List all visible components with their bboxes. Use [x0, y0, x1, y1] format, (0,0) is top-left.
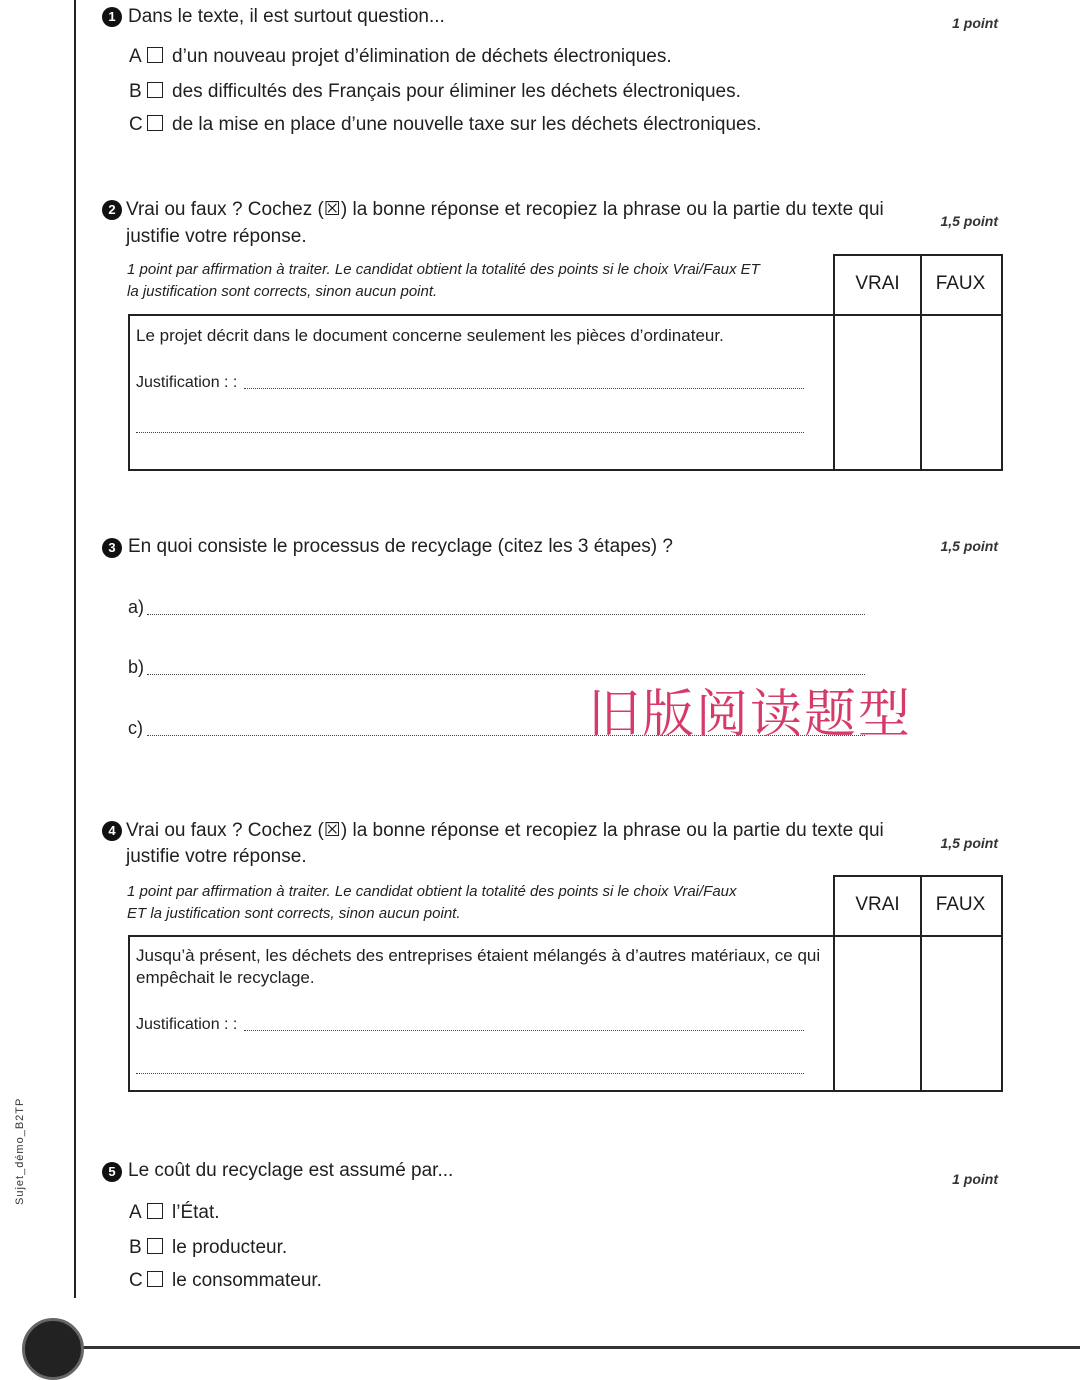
faux-header: FAUX: [935, 894, 986, 915]
justification-label: Justification : :: [136, 1016, 238, 1033]
statement-text-line1: Jusqu’à présent, les déchets des entreprises étaient mélangés à d’autres matériaux, ce qui: [136, 946, 821, 965]
question-number: 5: [102, 1162, 122, 1182]
vrai-header: VRAI: [855, 894, 900, 915]
question-3-points: 1,5 point: [940, 538, 998, 554]
question-3-text: En quoi consiste le processus de recyclage (citez les 3 étapes) ?: [128, 536, 673, 557]
question-1: [102, 7, 122, 27]
q1-option-c[interactable]: C de la mise en place d’une nouvelle taxe sur les déchets électroniques.: [129, 114, 762, 135]
statement-text: Le projet décrit dans le document concerne seulement les pièces d’ordinateur.: [136, 326, 724, 345]
justification-line-1[interactable]: [244, 388, 804, 389]
q1-option-b[interactable]: B des difficultés des Français pour éliminer les déchets électroniques.: [129, 81, 741, 102]
question-2: [102, 200, 122, 220]
justification-label: Justification : :: [136, 374, 238, 391]
checkbox[interactable]: [147, 1238, 163, 1254]
question-2-note-line2: la justification sont corrects, sinon aucun point.: [127, 283, 438, 300]
answer-c-label: c): [128, 718, 143, 738]
vrai-checkbox-cell[interactable]: [835, 937, 920, 1088]
q5-option-b[interactable]: B le producteur.: [129, 1237, 288, 1258]
side-label: Sujet_démo_B2TP: [14, 1097, 26, 1205]
question-5: [102, 1162, 122, 1182]
answer-a-label: a): [128, 597, 145, 617]
q5-option-c[interactable]: C le consommateur.: [129, 1270, 322, 1291]
page-bottom-rule: [80, 1346, 1080, 1349]
justification-line-2[interactable]: [136, 1073, 804, 1074]
faux-checkbox-cell[interactable]: [922, 937, 999, 1088]
question-1-text: Dans le texte, il est surtout question...: [128, 6, 445, 27]
question-number: 2: [102, 200, 122, 220]
question-number: 4: [102, 821, 122, 841]
question-4-text-line2: justifie votre réponse.: [126, 846, 307, 867]
checkbox[interactable]: [147, 115, 163, 131]
question-1-points: 1 point: [952, 15, 998, 31]
justification-line-2[interactable]: [136, 432, 804, 433]
question-2-text-line2: justifie votre réponse.: [126, 226, 307, 247]
faux-header: FAUX: [935, 273, 986, 294]
question-number: 1: [102, 7, 122, 27]
margin-line: [74, 0, 76, 1298]
q5-option-a[interactable]: A l’État.: [129, 1202, 220, 1223]
question-2-points: 1,5 point: [940, 213, 998, 229]
question-4-text-line1: Vrai ou faux ? Cochez (☒) la bonne réponse et recopiez la phrase ou la partie du texte qui: [126, 820, 884, 841]
vrai-checkbox-cell[interactable]: [835, 316, 920, 467]
watermark-caption: 旧版阅读题型: [588, 685, 913, 745]
question-4-note-line1: 1 point par affirmation à traiter. Le candidat obtient la totalité des points si le choix Vrai/Faux: [127, 883, 737, 900]
question-2-text-line1: Vrai ou faux ? Cochez (☒) la bonne réponse et recopiez la phrase ou la partie du texte qui: [126, 199, 884, 220]
disc-logo-icon: [22, 1318, 84, 1380]
checkbox[interactable]: [147, 47, 163, 63]
vrai-header: VRAI: [855, 273, 900, 294]
question-2-note-line1: 1 point par affirmation à traiter. Le candidat obtient la totalité des points si le choix Vrai/Faux ET: [127, 261, 760, 278]
checkbox[interactable]: [147, 82, 163, 98]
question-4-points: 1,5 point: [940, 835, 998, 851]
question-5-text: Le coût du recyclage est assumé par...: [128, 1160, 454, 1181]
question-number: 3: [102, 538, 122, 558]
checkbox[interactable]: [147, 1203, 163, 1219]
question-3: [102, 538, 122, 558]
checkbox[interactable]: [147, 1271, 163, 1287]
question-4: [102, 821, 122, 841]
answer-b-label: b): [128, 657, 145, 677]
q1-option-a[interactable]: A d’un nouveau projet d’élimination de déchets électroniques.: [129, 46, 672, 67]
faux-checkbox-cell[interactable]: [922, 316, 999, 467]
answer-a-line[interactable]: [147, 614, 865, 615]
justification-line-1[interactable]: [244, 1030, 804, 1031]
question-4-note-line2: ET la justification sont corrects, sinon aucun point.: [127, 905, 461, 922]
question-5-points: 1 point: [952, 1171, 998, 1187]
statement-text-line2: empêchait le recyclage.: [136, 968, 315, 987]
